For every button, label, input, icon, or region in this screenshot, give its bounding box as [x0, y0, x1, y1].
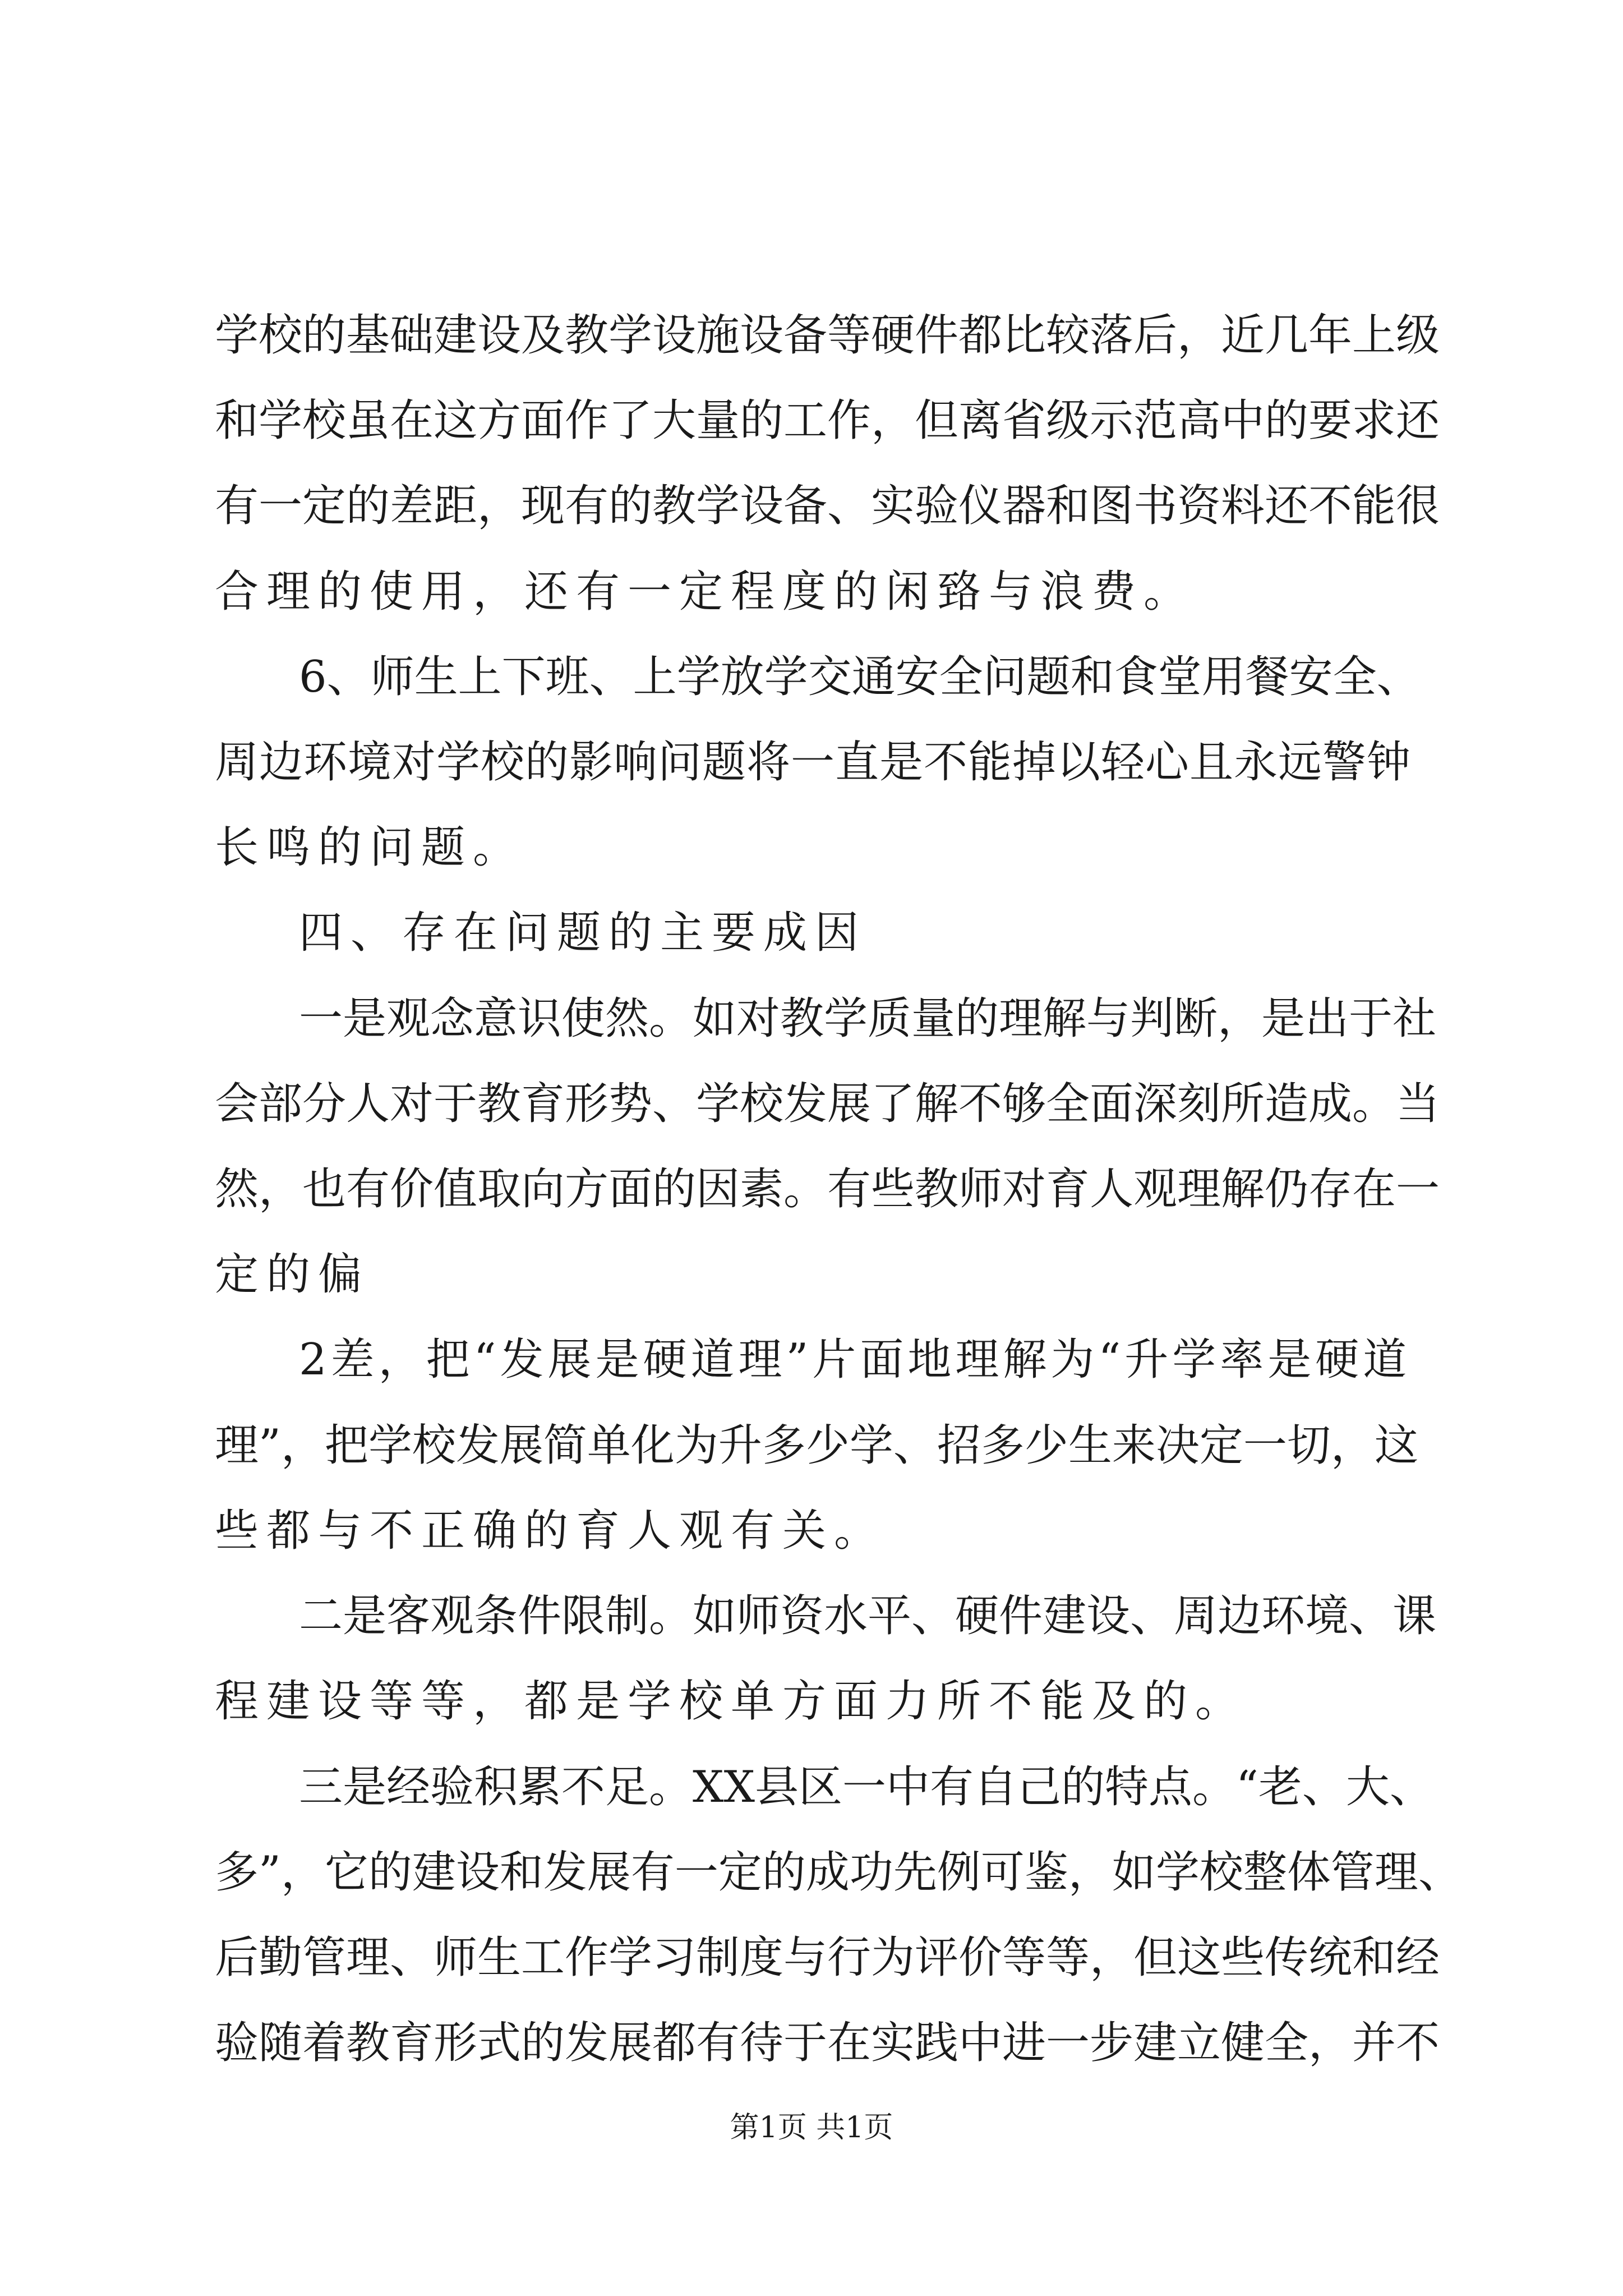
text-line: 然，也有价值取向方面的因素。有些教师对育人观理解仍存在一 — [215, 1164, 1440, 1214]
text-line: 验随着教育形式的发展都有待于在实践中进一步建立健全，并不 — [215, 2018, 1440, 2068]
text-line: 长鸣的问题。 — [215, 822, 525, 873]
text-line: 周边环境对学校的影响问题将一直是不能掉以轻心且永远警钟 — [215, 737, 1412, 788]
text-line: 2差，把“发展是硬道理”片面地理解为“升学率是硬道 — [299, 1335, 1411, 1385]
text-line: 有一定的差距，现有的教学设备、实验仪器和图书资料还不能很 — [215, 481, 1440, 531]
text-line: 一是观念意识使然。如对教学质量的理解与判断，是出于社 — [299, 993, 1437, 1044]
text-line: 多”，它的建设和发展有一定的成功先例可鉴，如学校整体管理、 — [215, 1847, 1462, 1898]
text-line: 二是客观条件限制。如师资水平、硬件建设、周边环境、课 — [299, 1591, 1437, 1641]
text-line: 后勤管理、师生工作学习制度与行为评价等等，但这些传统和经 — [215, 1932, 1440, 1983]
text-line: 程建设等等，都是学校单方面力所不能及的。 — [215, 1676, 1247, 1727]
text-line: 学校的基础建设及教学设施设备等硬件都比较落后，近几年上级 — [215, 310, 1440, 361]
section-heading: 四、存在问题的主要成因 — [299, 908, 867, 958]
text-line: 理”，把学校发展简单化为升多少学、招多少生来决定一切，这 — [215, 1420, 1418, 1471]
page-footer: 第1页 共1页 — [730, 2111, 893, 2145]
text-line: 6、师生上下班、上学放学交通安全问题和食堂用餐安全、 — [299, 652, 1421, 702]
text-line: 和学校虽在这方面作了大量的工作，但离省级示范高中的要求还 — [215, 395, 1440, 446]
text-line: 会部分人对于教育形势、学校发展了解不够全面深刻所造成。当 — [215, 1079, 1440, 1129]
text-line: 三是经验积累不足。XX县区一中有自己的特点。“老、大、 — [299, 1762, 1433, 1812]
text-line: 合理的使用，还有一定程度的闲臵与浪费。 — [215, 567, 1196, 617]
text-line: 定的偏 — [215, 1249, 370, 1300]
text-line: 些都与不正确的育人观有关。 — [215, 1506, 886, 1556]
